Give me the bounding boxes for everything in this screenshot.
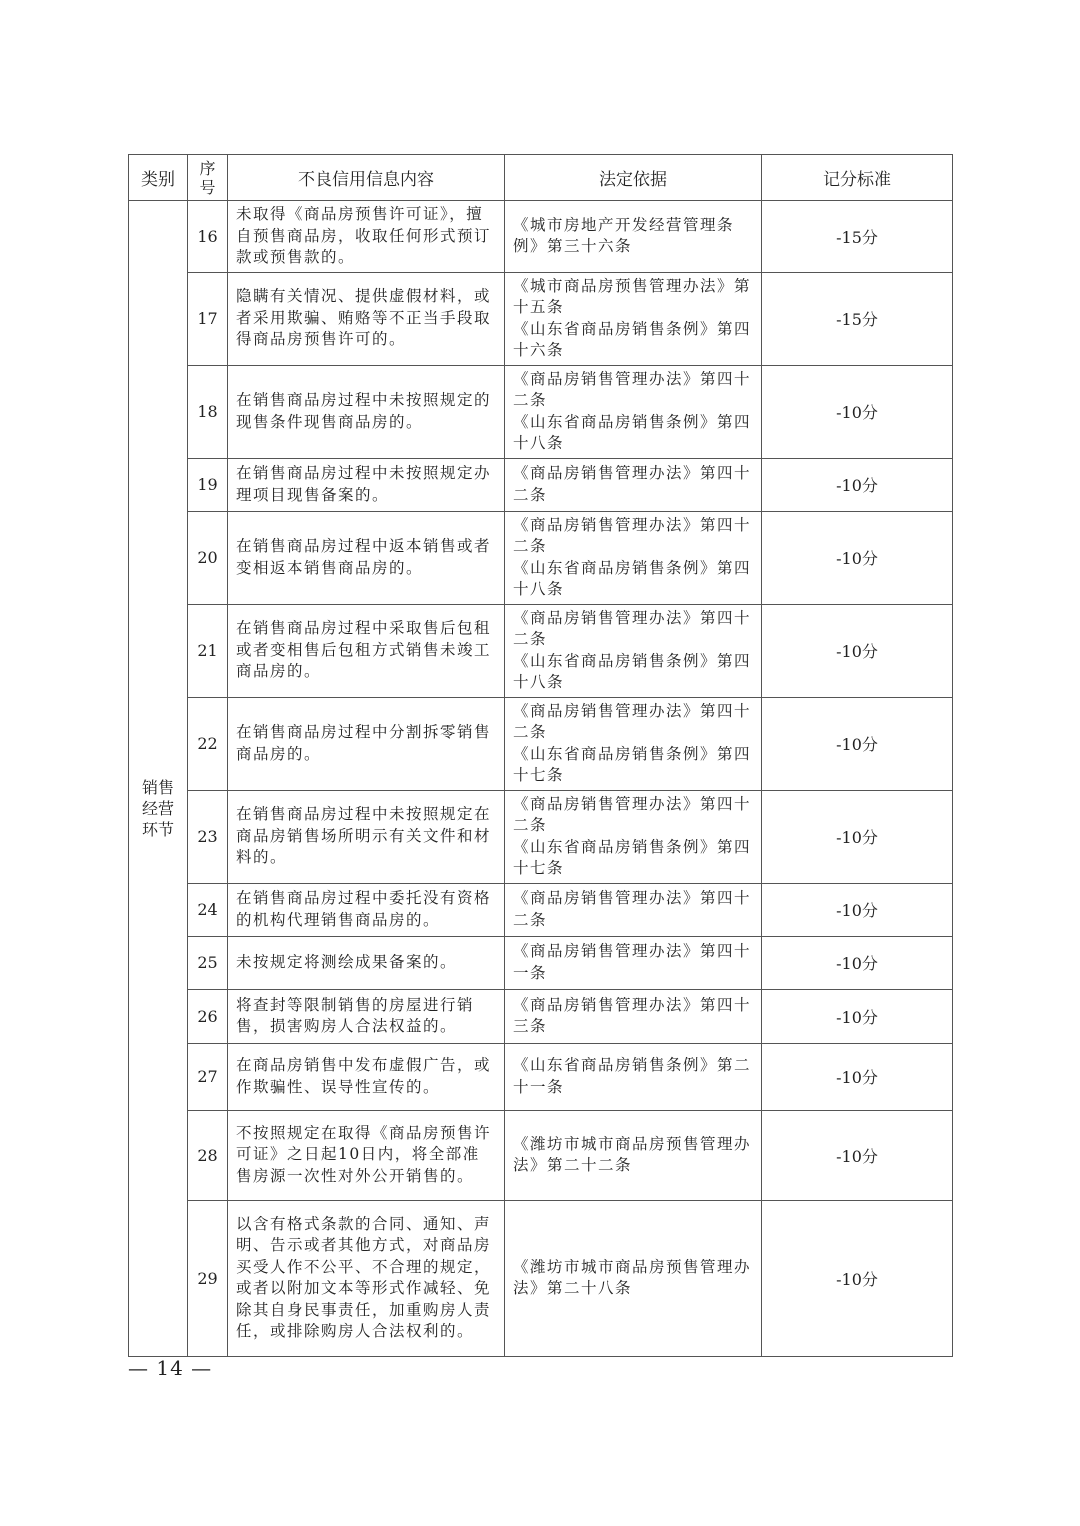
row-content: 在销售商品房过程中未按照规定的现售条件现售商品房的。	[228, 365, 505, 458]
row-number: 26	[188, 989, 228, 1043]
row-legal-basis: 《城市商品房预售管理办法》第十五条 《山东省商品房销售条例》第四十六条	[505, 272, 762, 365]
row-number: 19	[188, 458, 228, 511]
table-header-row	[129, 155, 953, 201]
row-content: 在销售商品房过程中未按照规定在商品房销售场所明示有关文件和材料的。	[228, 790, 505, 883]
table-row	[129, 936, 953, 989]
table-row	[129, 201, 953, 273]
row-number: 23	[188, 790, 228, 883]
row-legal-basis: 《山东省商品房销售条例》第二十一条	[505, 1043, 762, 1110]
row-legal-basis: 《商品房销售管理办法》第四十二条 《山东省商品房销售条例》第四十八条	[505, 511, 762, 604]
table-row	[129, 1200, 953, 1356]
row-number: 20	[188, 511, 228, 604]
table-row	[129, 1110, 953, 1200]
row-number: 21	[188, 604, 228, 697]
header-seq-text: 序号	[199, 158, 216, 197]
header-basis: 法定依据	[505, 155, 762, 201]
row-number: 24	[188, 883, 228, 936]
table-row	[129, 511, 953, 604]
row-legal-basis: 《商品房销售管理办法》第四十二条 《山东省商品房销售条例》第四十七条	[505, 790, 762, 883]
row-score: -10分	[762, 1043, 953, 1110]
row-content: 在销售商品房过程中返本销售或者变相返本销售商品房的。	[228, 511, 505, 604]
category-cell	[129, 201, 188, 1357]
row-score: -15分	[762, 201, 953, 273]
row-score: -10分	[762, 936, 953, 989]
table-row	[129, 604, 953, 697]
row-score: -10分	[762, 1200, 953, 1356]
row-legal-basis: 《商品房销售管理办法》第四十二条 《山东省商品房销售条例》第四十七条	[505, 697, 762, 790]
row-legal-basis: 《城市房地产开发经营管理条例》第三十六条	[505, 201, 762, 273]
row-content: 在商品房销售中发布虚假广告，或作欺骗性、误导性宣传的。	[228, 1043, 505, 1110]
row-legal-basis: 《商品房销售管理办法》第四十二条 《山东省商品房销售条例》第四十八条	[505, 365, 762, 458]
row-score: -10分	[762, 365, 953, 458]
row-content: 未取得《商品房预售许可证》，擅自预售商品房，收取任何形式预订款或预售款的。	[228, 201, 505, 273]
row-score: -10分	[762, 989, 953, 1043]
row-legal-basis: 《潍坊市城市商品房预售管理办法》第二十二条	[505, 1110, 762, 1200]
row-score: -10分	[762, 883, 953, 936]
header-category: 类别	[129, 155, 188, 201]
row-number: 22	[188, 697, 228, 790]
row-content: 在销售商品房过程中委托没有资格的机构代理销售商品房的。	[228, 883, 505, 936]
category-label: 销售经营环节	[141, 777, 174, 839]
header-score: 记分标准	[762, 155, 953, 201]
header-seq	[188, 155, 228, 201]
row-content: 在销售商品房过程中未按照规定办理项目现售备案的。	[228, 458, 505, 511]
row-score: -10分	[762, 604, 953, 697]
row-legal-basis: 《商品房销售管理办法》第四十一条	[505, 936, 762, 989]
table-row	[129, 790, 953, 883]
table-row	[129, 697, 953, 790]
row-score: -10分	[762, 790, 953, 883]
row-content: 未按规定将测绘成果备案的。	[228, 936, 505, 989]
row-content: 隐瞒有关情况、提供虚假材料，或者采用欺骗、贿赂等不正当手段取得商品房预售许可的。	[228, 272, 505, 365]
row-score: -10分	[762, 697, 953, 790]
row-score: -10分	[762, 1110, 953, 1200]
row-content: 不按照规定在取得《商品房预售许可证》之日起10日内，将全部准售房源一次性对外公开销售的。	[228, 1110, 505, 1200]
row-content: 在销售商品房过程中采取售后包租或者变相售后包租方式销售未竣工商品房的。	[228, 604, 505, 697]
row-legal-basis: 《商品房销售管理办法》第四十三条	[505, 989, 762, 1043]
row-legal-basis: 《商品房销售管理办法》第四十二条	[505, 883, 762, 936]
row-number: 27	[188, 1043, 228, 1110]
table-row	[129, 1043, 953, 1110]
row-number: 16	[188, 201, 228, 273]
table-row	[129, 272, 953, 365]
row-score: -15分	[762, 272, 953, 365]
row-legal-basis: 《商品房销售管理办法》第四十二条	[505, 458, 762, 511]
row-score: -10分	[762, 511, 953, 604]
table-row	[129, 989, 953, 1043]
row-number: 28	[188, 1110, 228, 1200]
row-legal-basis: 《商品房销售管理办法》第四十二条 《山东省商品房销售条例》第四十八条	[505, 604, 762, 697]
row-content: 在销售商品房过程中分割拆零销售商品房的。	[228, 697, 505, 790]
table-row	[129, 458, 953, 511]
row-number: 17	[188, 272, 228, 365]
row-score: -10分	[762, 458, 953, 511]
page-number: — 14 —	[128, 1356, 213, 1380]
table-row	[129, 365, 953, 458]
credit-table	[128, 154, 953, 1357]
row-content: 以含有格式条款的合同、通知、声明、告示或者其他方式，对商品房买受人作不公平、不合理的规定，或者以附加文本等形式作减轻、免除其自身民事责任，加重购房人责任，或排除购房人合法权利的。	[228, 1200, 505, 1356]
row-legal-basis: 《潍坊市城市商品房预售管理办法》第二十八条	[505, 1200, 762, 1356]
header-content: 不良信用信息内容	[228, 155, 505, 201]
row-number: 18	[188, 365, 228, 458]
row-content: 将查封等限制销售的房屋进行销售，损害购房人合法权益的。	[228, 989, 505, 1043]
table-row	[129, 883, 953, 936]
row-number: 29	[188, 1200, 228, 1356]
row-number: 25	[188, 936, 228, 989]
